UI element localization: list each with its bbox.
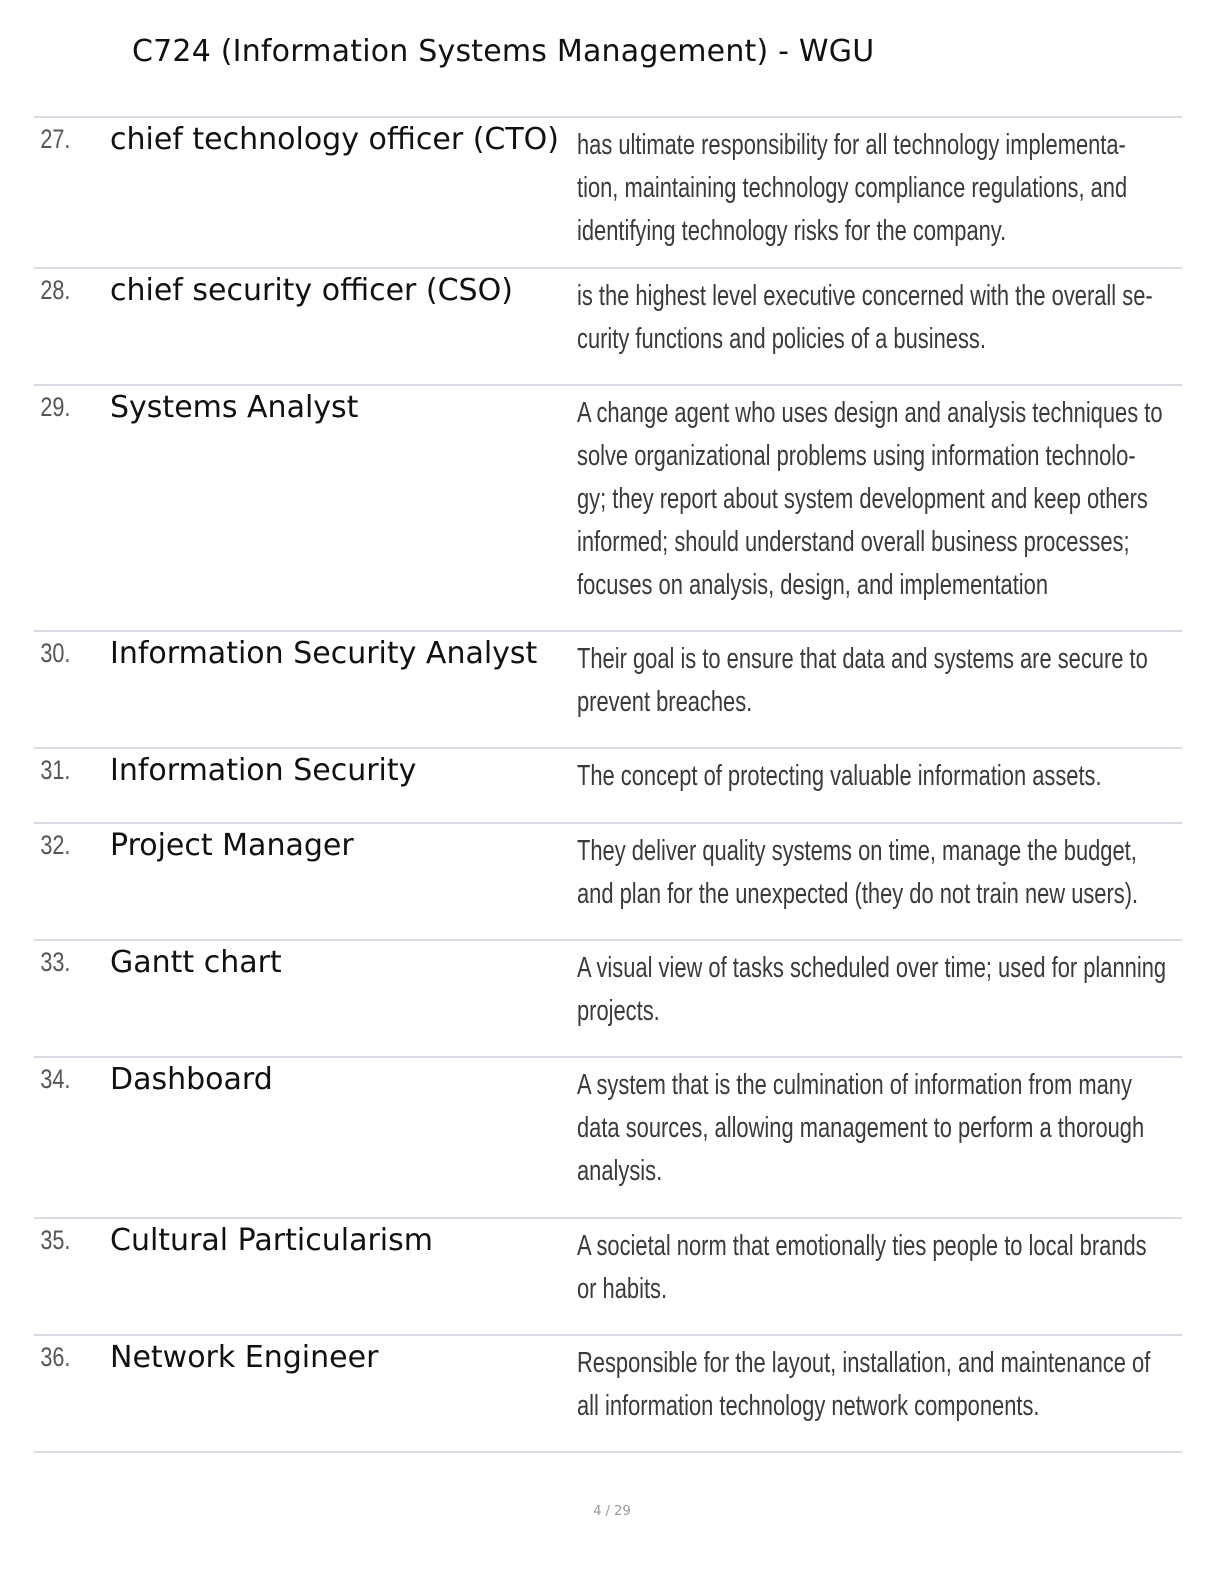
term-row <box>34 1058 1182 1219</box>
term-number: 31. <box>40 755 71 785</box>
term-number: 28. <box>40 275 71 305</box>
term-definition <box>577 749 1182 798</box>
term-definition <box>577 632 1182 724</box>
term-number: 34. <box>40 1064 71 1094</box>
definition-line: The concept of protecting valuable information assets. <box>577 760 1102 792</box>
definition-line: gy; they report about system development and keep others <box>577 483 1148 515</box>
term-definition <box>577 269 1182 361</box>
term-name: Network Engineer <box>110 1340 379 1375</box>
term-row <box>34 749 1182 824</box>
term-name: Systems Analyst <box>110 390 359 425</box>
term-row <box>34 1336 1182 1453</box>
term-row <box>34 1219 1182 1336</box>
page-indicator: 4 / 29 <box>593 1504 631 1519</box>
term-row <box>34 269 1182 386</box>
term-definition <box>577 941 1182 1033</box>
definition-line: all information technology network components. <box>577 1390 1040 1422</box>
definition-line: prevent breaches. <box>577 686 753 718</box>
term-number: 27. <box>40 124 71 154</box>
definition-line: and plan for the unexpected (they do not train new users). <box>577 878 1139 910</box>
definition-line: projects. <box>577 995 660 1027</box>
definition-line: is the highest level executive concerned with the overall se- <box>577 280 1153 312</box>
term-name: chief security officer (CSO) <box>110 273 513 308</box>
term-row <box>34 941 1182 1058</box>
definition-line: Their goal is to ensure that data and systems are secure to <box>577 643 1148 675</box>
term-definition <box>577 1219 1182 1311</box>
definition-line: has ultimate responsibility for all technology implementa- <box>577 129 1126 161</box>
term-number: 32. <box>40 830 71 860</box>
term-definition <box>577 1058 1182 1193</box>
term-number: 35. <box>40 1225 71 1255</box>
definition-line: They deliver quality systems on time, manage the budget, <box>577 835 1137 867</box>
term-name: Gantt chart <box>110 945 282 980</box>
definition-line: analysis. <box>577 1155 663 1187</box>
term-number: 33. <box>40 947 71 977</box>
term-number: 29. <box>40 392 71 422</box>
definition-line: curity functions and policies of a business. <box>577 323 986 355</box>
definition-line: solve organizational problems using information technolo- <box>577 440 1136 472</box>
term-name: Dashboard <box>110 1062 273 1097</box>
term-number: 36. <box>40 1342 71 1372</box>
definition-line: A visual view of tasks scheduled over time; used for planning <box>577 952 1167 984</box>
definition-line: A system that is the culmination of information from many <box>577 1069 1132 1101</box>
term-row <box>34 632 1182 749</box>
definition-line: informed; should understand overall business processes; <box>577 526 1130 558</box>
term-definition <box>577 824 1182 916</box>
terms-list <box>34 118 1182 1453</box>
definition-line: tion, maintaining technology compliance regulations, and <box>577 172 1128 204</box>
term-row <box>34 118 1182 269</box>
definition-line: Responsible for the layout, installation, and maintenance of <box>577 1347 1151 1379</box>
term-number: 30. <box>40 638 71 668</box>
definition-line: or habits. <box>577 1273 668 1305</box>
term-name: Cultural Particularism <box>110 1223 433 1258</box>
term-row <box>34 386 1182 632</box>
term-definition <box>577 1336 1182 1428</box>
definition-line: A societal norm that emotionally ties people to local brands <box>577 1230 1147 1262</box>
definition-line: identifying technology risks for the company. <box>577 215 1007 247</box>
term-row <box>34 824 1182 941</box>
term-definition <box>577 386 1182 607</box>
definition-line: data sources, allowing management to perform a thorough <box>577 1112 1145 1144</box>
term-name: Information Security <box>110 753 417 788</box>
term-definition <box>577 118 1182 253</box>
definition-line: A change agent who uses design and analysis techniques to <box>577 397 1163 429</box>
term-name: chief technology officer (CTO) <box>110 122 559 157</box>
definition-line: focuses on analysis, design, and implementation <box>577 569 1049 601</box>
term-name: Information Security Analyst <box>110 636 538 671</box>
document-title: C724 (Information Systems Management) - WGU <box>132 34 875 69</box>
term-name: Project Manager <box>110 828 354 863</box>
